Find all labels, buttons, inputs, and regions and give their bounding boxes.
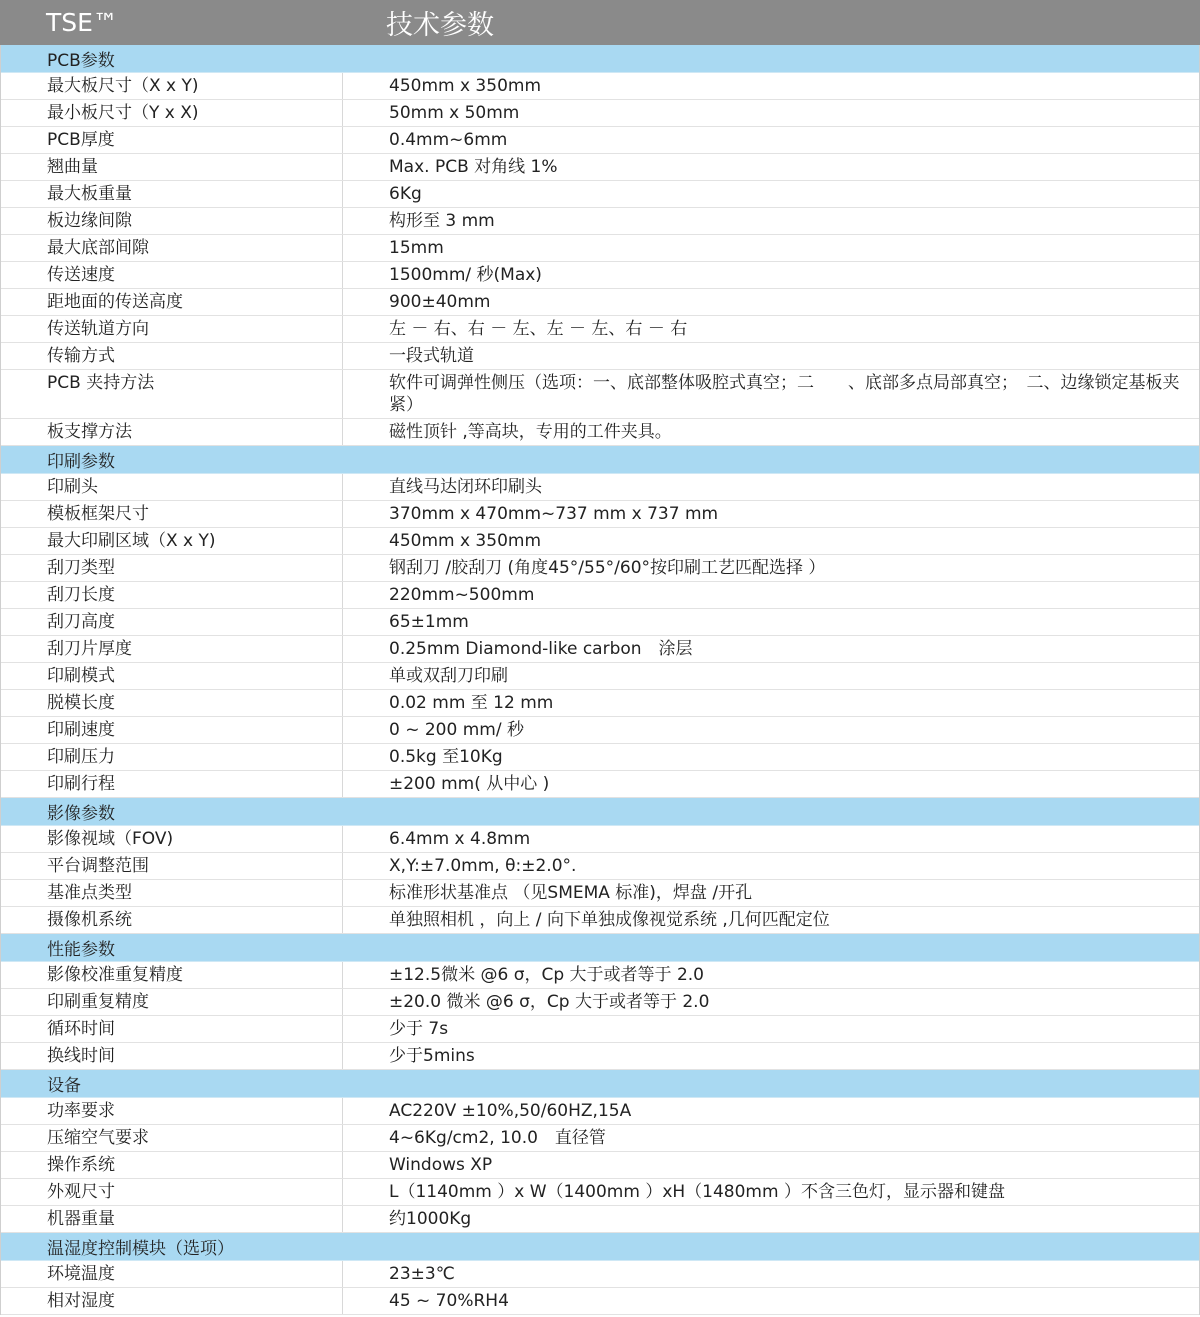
spec-key: 环境温度: [1, 1261, 343, 1287]
spec-row: [1, 555, 1199, 582]
spec-value: 磁性顶针 ,等高块，专用的工件夹具。: [389, 422, 672, 442]
spec-value: L（1140mm ）x W（1400mm ）xH（1480mm ）不含三色灯，显示器和键盘: [389, 1182, 1005, 1202]
spec-value: 15mm: [389, 238, 444, 258]
spec-row: [1, 289, 1199, 316]
spec-row: [1, 690, 1199, 717]
spec-key: 平台调整范围: [1, 853, 343, 879]
section-header: 性能参数: [1, 934, 1199, 962]
spec-row: [1, 1179, 1199, 1206]
spec-key: 操作系统: [1, 1152, 343, 1178]
spec-value: 0.5kg 至10Kg: [389, 747, 503, 767]
spec-key: 摄像机系统: [1, 907, 343, 933]
spec-row: [1, 343, 1199, 370]
spec-value: 0 ~ 200 mm/ 秒: [389, 720, 524, 740]
spec-row: [1, 235, 1199, 262]
spec-row: [1, 316, 1199, 343]
section-header: PCB参数: [1, 45, 1199, 73]
spec-row: [1, 100, 1199, 127]
spec-key: 刮刀类型: [1, 555, 343, 581]
spec-value: 标准形状基准点 （见SMEMA 标准)，焊盘 /开孔: [389, 883, 753, 903]
spec-row: [1, 717, 1199, 744]
spec-value: Windows XP: [389, 1155, 493, 1175]
spec-row: [1, 1125, 1199, 1152]
spec-row: [1, 1098, 1199, 1125]
spec-value: 4~6Kg/cm2, 10.0 直径管: [389, 1128, 606, 1148]
spec-row: [1, 609, 1199, 636]
spec-row: [1, 262, 1199, 289]
spec-key: 刮刀长度: [1, 582, 343, 608]
spec-key: 外观尺寸: [1, 1179, 343, 1205]
spec-row: [1, 208, 1199, 235]
spec-key: 刮刀片厚度: [1, 636, 343, 662]
spec-row: [1, 1288, 1199, 1315]
spec-key: 印刷模式: [1, 663, 343, 689]
spec-row: [1, 1016, 1199, 1043]
spec-row: [1, 1152, 1199, 1179]
spec-row: [1, 501, 1199, 528]
spec-row: [1, 853, 1199, 880]
spec-row: [1, 989, 1199, 1016]
spec-value: 370mm x 470mm~737 mm x 737 mm: [389, 504, 719, 524]
spec-row: [1, 528, 1199, 555]
spec-row: [1, 962, 1199, 989]
section-header: 设备: [1, 1070, 1199, 1098]
spec-value: 约1000Kg: [389, 1209, 472, 1229]
spec-row: [1, 474, 1199, 501]
spec-value: 900±40mm: [389, 292, 491, 312]
spec-value: 65±1mm: [389, 612, 469, 632]
spec-key: 模板框架尺寸: [1, 501, 343, 527]
section-header: 影像参数: [1, 798, 1199, 826]
spec-value: 450mm x 350mm: [389, 531, 542, 551]
spec-value: 一段式轨道: [389, 346, 474, 366]
spec-key: 最大底部间隙: [1, 235, 343, 261]
spec-key: 机器重量: [1, 1206, 343, 1232]
spec-value: 45 ~ 70%RH4: [389, 1291, 509, 1311]
spec-key: 印刷行程: [1, 771, 343, 797]
spec-value: X,Y:±7.0mm, θ:±2.0°.: [389, 856, 577, 876]
header-bar: [0, 0, 1200, 45]
spec-row: [1, 826, 1199, 853]
spec-value: AC220V ±10%,50/60HZ,15A: [389, 1101, 632, 1121]
spec-key: 印刷压力: [1, 744, 343, 770]
spec-key: 功率要求: [1, 1098, 343, 1124]
spec-key: PCB厚度: [1, 127, 343, 153]
spec-key: 相对湿度: [1, 1288, 343, 1314]
spec-key: 距地面的传送高度: [1, 289, 343, 315]
spec-value: 直线马达闭环印刷头: [389, 477, 542, 497]
spec-value: 6.4mm x 4.8mm: [389, 829, 531, 849]
spec-key: 循环时间: [1, 1016, 343, 1042]
section-header: 印刷参数: [1, 446, 1199, 474]
spec-row: [1, 744, 1199, 771]
spec-value: 单或双刮刀印刷: [389, 666, 508, 686]
spec-value: ±12.5微米 @6 σ，Cp 大于或者等于 2.0: [389, 965, 704, 985]
spec-row: [1, 370, 1199, 419]
spec-key: 印刷头: [1, 474, 343, 500]
spec-row: [1, 181, 1199, 208]
spec-key: 刮刀高度: [1, 609, 343, 635]
spec-key: 最大板尺寸（X x Y): [1, 73, 343, 99]
spec-row: [1, 771, 1199, 798]
spec-row: [1, 907, 1199, 934]
spec-row: [1, 127, 1199, 154]
spec-key: 传送速度: [1, 262, 343, 288]
spec-key: 传送轨道方向: [1, 316, 343, 342]
spec-value: 少于 7s: [389, 1019, 449, 1039]
spec-row: [1, 1206, 1199, 1233]
spec-row: [1, 880, 1199, 907]
section-header: 温湿度控制模块（选项）: [1, 1233, 1199, 1261]
spec-key: 最大板重量: [1, 181, 343, 207]
spec-title: 技术参数: [386, 10, 494, 41]
spec-value: 0.4mm~6mm: [389, 130, 508, 150]
spec-row: [1, 73, 1199, 100]
spec-table: [0, 45, 1200, 1315]
spec-value: 软件可调弹性侧压（选项：一、底部整体吸腔式真空；二 、底部多点局部真空； 二、边缘锁定基板夹紧）: [389, 373, 1180, 415]
spec-value: 少于5mins: [389, 1046, 475, 1066]
spec-row: [1, 636, 1199, 663]
spec-key: 压缩空气要求: [1, 1125, 343, 1151]
spec-key: 脱模长度: [1, 690, 343, 716]
spec-key: 印刷速度: [1, 717, 343, 743]
spec-key: 基准点类型: [1, 880, 343, 906]
spec-key: 传输方式: [1, 343, 343, 369]
spec-value: 0.25mm Diamond-like carbon 涂层: [389, 639, 693, 659]
spec-key: 翘曲量: [1, 154, 343, 180]
spec-value: 钢刮刀 /胶刮刀 (角度45°/55°/60°按印刷工艺匹配选择 ）: [389, 558, 826, 578]
spec-key: 印刷重复精度: [1, 989, 343, 1015]
spec-value: 6Kg: [389, 184, 422, 204]
spec-value: Max. PCB 对角线 1%: [389, 157, 558, 177]
spec-row: [1, 663, 1199, 690]
spec-row: [1, 582, 1199, 609]
spec-key: 板边缘间隙: [1, 208, 343, 234]
spec-value: 左 － 右、右 － 左、左 － 左、右 － 右: [389, 319, 688, 339]
spec-value: 450mm x 350mm: [389, 76, 542, 96]
spec-value: 23±3℃: [389, 1264, 455, 1284]
spec-key: 换线时间: [1, 1043, 343, 1069]
spec-key: 最大印刷区域（X x Y): [1, 528, 343, 554]
spec-key: 影像视域（FOV): [1, 826, 343, 852]
spec-value: 1500mm/ 秒(Max): [389, 265, 542, 285]
spec-row: [1, 419, 1199, 446]
spec-value: ±20.0 微米 @6 σ，Cp 大于或者等于 2.0: [389, 992, 710, 1012]
spec-value: 单独照相机 ，向上 / 向下单独成像视觉系统 ,几何匹配定位: [389, 910, 830, 930]
spec-value: ±200 mm( 从中心 ): [389, 774, 550, 794]
product-title: TSE™: [46, 8, 118, 37]
spec-value: 0.02 mm 至 12 mm: [389, 693, 554, 713]
spec-row: [1, 1261, 1199, 1288]
spec-value: 构形至 3 mm: [389, 211, 495, 231]
spec-key: 板支撑方法: [1, 419, 343, 445]
spec-row: [1, 154, 1199, 181]
spec-key: PCB 夹持方法: [1, 370, 343, 418]
spec-key: 影像校准重复精度: [1, 962, 343, 988]
spec-key: 最小板尺寸（Y x X): [1, 100, 343, 126]
spec-value: 220mm~500mm: [389, 585, 535, 605]
spec-value: 50mm x 50mm: [389, 103, 520, 123]
spec-row: [1, 1043, 1199, 1070]
